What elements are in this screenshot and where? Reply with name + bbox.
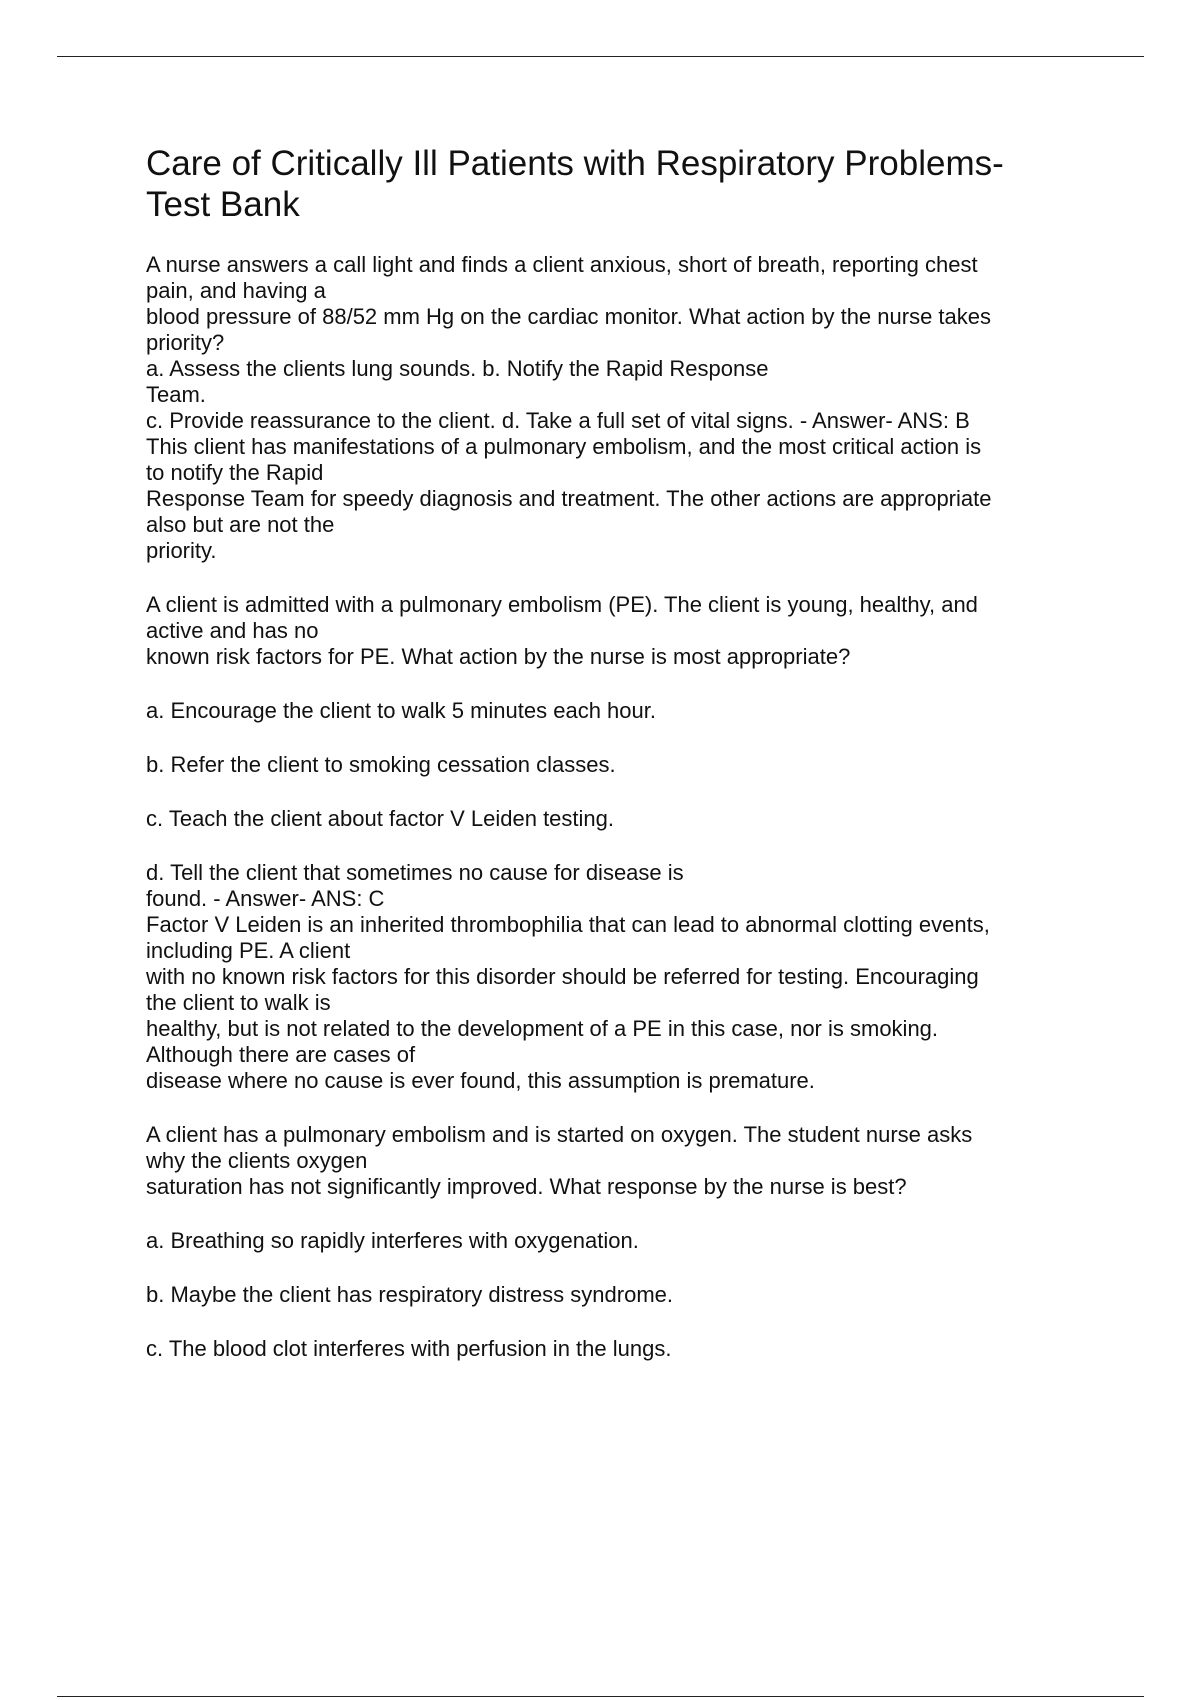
answer-option: b. Refer the client to smoking cessation classes. (146, 752, 616, 777)
text-line: saturation has not significantly improved. What response by the nurse is best? (146, 1174, 907, 1199)
text-line: A client is admitted with a pulmonary embolism (PE). The client is young, healthy, and (146, 592, 978, 617)
text-line: A nurse answers a call light and finds a client anxious, short of breath, reporting chest (146, 252, 978, 277)
text-line: the client to walk is (146, 990, 331, 1015)
text-line: known risk factors for PE. What action by the nurse is most appropriate? (146, 644, 851, 669)
answer-option: c. Teach the client about factor V Leiden testing. (146, 806, 615, 831)
text-line: Response Team for speedy diagnosis and treatment. The other actions are appropriate (146, 486, 992, 511)
text-line: also but are not the (146, 512, 335, 537)
answer-option: c. The blood clot interferes with perfusion in the lungs. (146, 1336, 672, 1361)
document-body (146, 143, 1086, 1362)
title-line: Test Bank (146, 185, 300, 224)
question-3 (146, 1122, 1086, 1362)
text-line: priority? (146, 330, 225, 355)
title-line: Care of Critically Ill Patients with Respiratory Problems- (146, 144, 1004, 183)
text-line: blood pressure of 88/52 mm Hg on the cardiac monitor. What action by the nurse takes (146, 304, 992, 329)
text-line: c. Provide reassurance to the client. d. Take a full set of vital signs. - Answer- ANS: B (146, 408, 970, 433)
text-line: A client has a pulmonary embolism and is started on oxygen. The student nurse asks (146, 1122, 973, 1147)
text-line: This client has manifestations of a pulmonary embolism, and the most critical action is (146, 434, 982, 459)
question-2 (146, 592, 1086, 1094)
text-line: d. Tell the client that sometimes no cause for disease is (146, 860, 684, 885)
text-line: active and has no (146, 618, 319, 643)
text-line: disease where no cause is ever found, this assumption is premature. (146, 1068, 815, 1093)
top-rule (57, 56, 1144, 57)
document-title (146, 143, 1086, 225)
bottom-rule (57, 1696, 1144, 1697)
answer-option: a. Encourage the client to walk 5 minutes each hour. (146, 698, 656, 723)
text-line: priority. (146, 538, 217, 563)
text-line: why the clients oxygen (146, 1148, 368, 1173)
text-line: healthy, but is not related to the development of a PE in this case, nor is smoking. (146, 1016, 939, 1041)
question-1 (146, 252, 1086, 564)
text-line: Although there are cases of (146, 1042, 416, 1067)
answer-option: b. Maybe the client has respiratory distress syndrome. (146, 1282, 674, 1307)
text-line: Team. (146, 382, 206, 407)
text-line: a. Assess the clients lung sounds. b. Notify the Rapid Response (146, 356, 769, 381)
text-line: with no known risk factors for this disorder should be referred for testing. Encouraging (146, 964, 979, 989)
text-line: to notify the Rapid (146, 460, 324, 485)
text-line: including PE. A client (146, 938, 351, 963)
answer-option: a. Breathing so rapidly interferes with oxygenation. (146, 1228, 639, 1253)
text-line: Factor V Leiden is an inherited thrombophilia that can lead to abnormal clotting events, (146, 912, 990, 937)
text-line: found. - Answer- ANS: C (146, 886, 385, 911)
text-line: pain, and having a (146, 278, 326, 303)
